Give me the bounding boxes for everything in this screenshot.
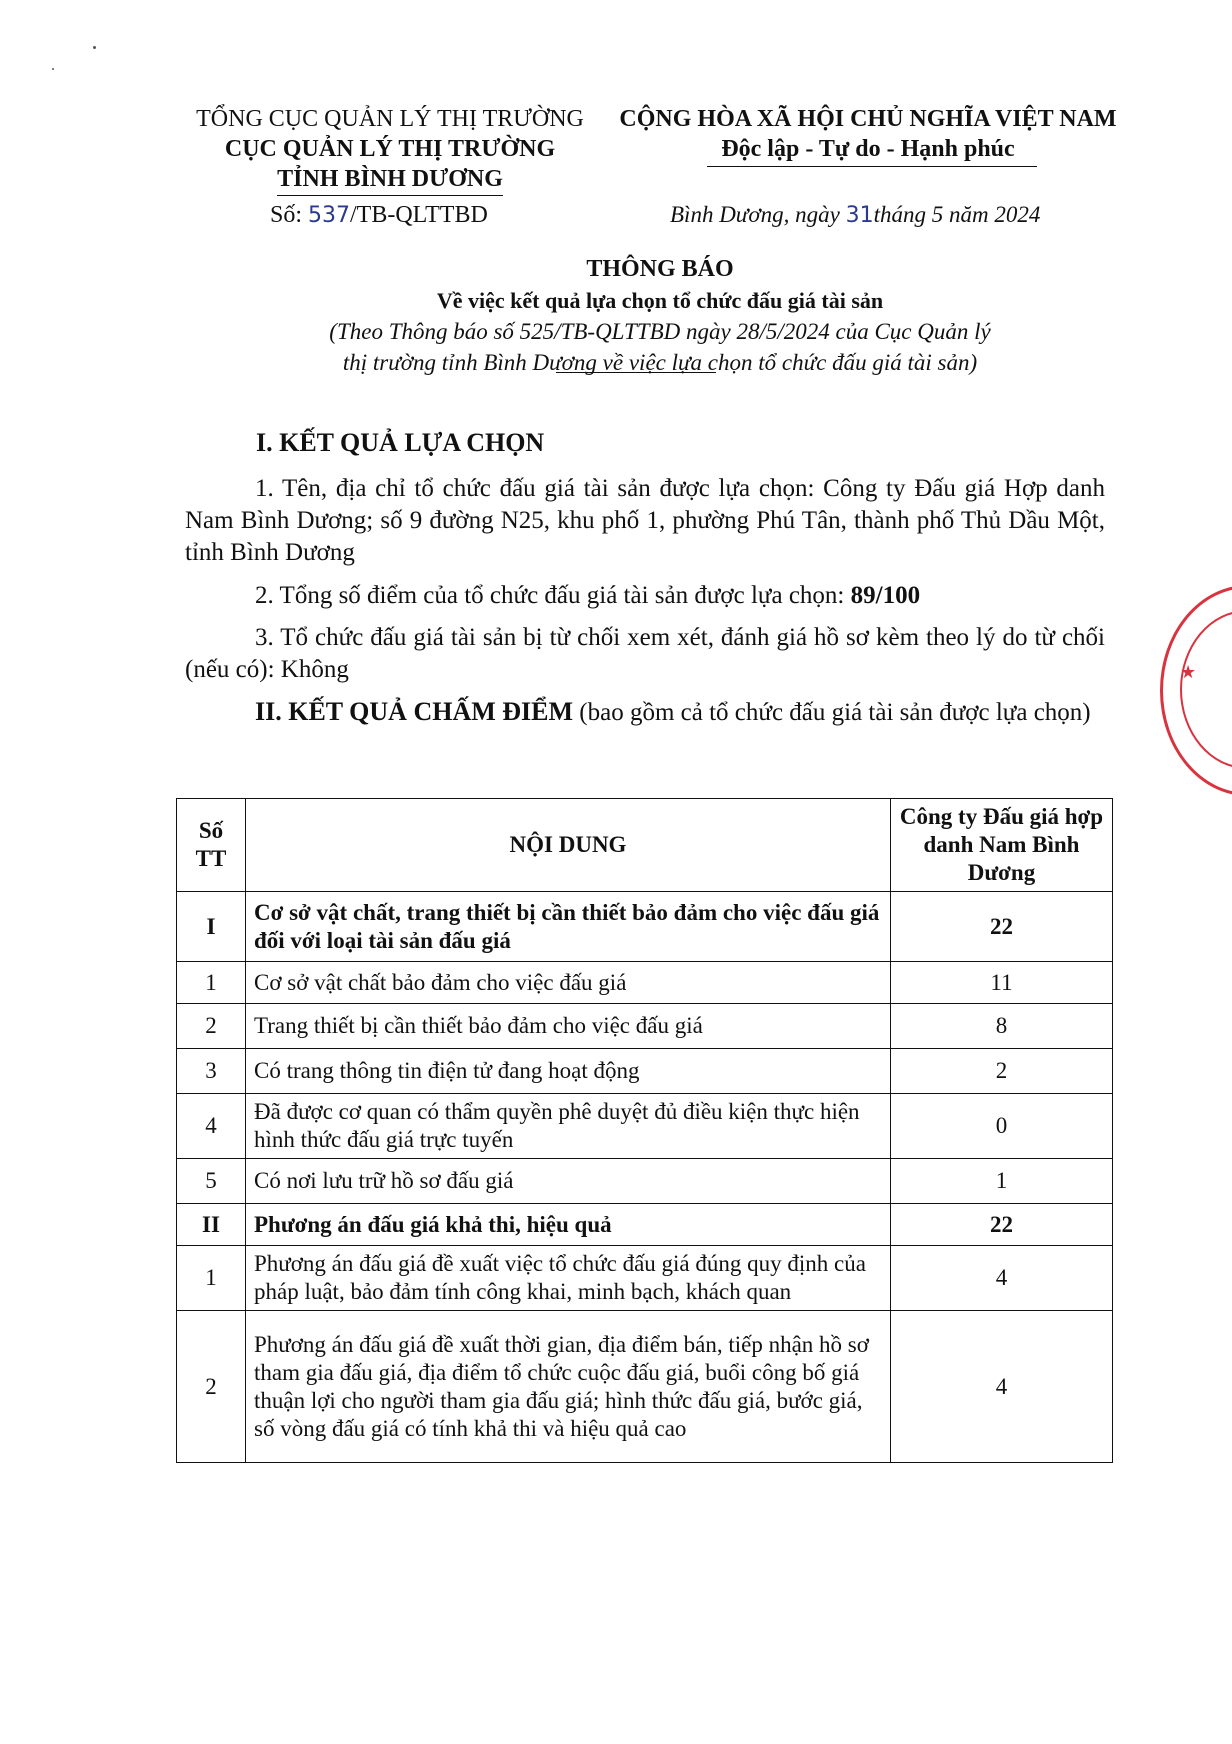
table-row xyxy=(177,1094,1113,1159)
col-header-stt: Số TT xyxy=(177,799,246,892)
cell-content: Có nơi lưu trữ hồ sơ đấu giá xyxy=(246,1159,891,1204)
document-title xyxy=(170,254,1150,378)
cell-stt: 2 xyxy=(177,1311,246,1463)
cell-content: Có trang thông tin điện tử đang hoạt động xyxy=(246,1049,891,1094)
cell-score: 2 xyxy=(891,1049,1113,1094)
section-2-title: II. KẾT QUẢ CHẤM ĐIỂM xyxy=(255,697,574,726)
table-body xyxy=(177,892,1113,1463)
table-row xyxy=(177,1159,1113,1204)
table-header-row xyxy=(177,799,1113,892)
title-reference-1: (Theo Thông báo số 525/TB-QLTTBD ngày 28/5/2024 của Cục Quản lý xyxy=(329,319,991,344)
cell-score: 22 xyxy=(891,892,1113,962)
cell-stt: 3 xyxy=(177,1049,246,1094)
agency-line-3: TỈNH BÌNH DƯƠNG xyxy=(277,164,503,196)
cell-content: Phương án đấu giá đề xuất việc tổ chức đấu giá đúng quy định của pháp luật, bảo đảm tính công khai, minh bạch, khách quan xyxy=(246,1246,891,1311)
cell-score: 4 xyxy=(891,1246,1113,1311)
title-underline xyxy=(556,372,716,373)
cell-score: 4 xyxy=(891,1311,1113,1463)
cell-score: 8 xyxy=(891,1004,1113,1049)
cell-content: Phương án đấu giá khả thi, hiệu quả xyxy=(246,1204,891,1246)
cell-stt: 2 xyxy=(177,1004,246,1049)
document-date xyxy=(670,202,1040,228)
cell-score: 11 xyxy=(891,962,1113,1004)
agency-line-2: CỤC QUẢN LÝ THỊ TRƯỜNG xyxy=(224,136,556,162)
item-3-text: 3. Tổ chức đấu giá tài sản bị từ chối xem xét, đánh giá hồ sơ kèm theo lý do từ chối (nếu có): Không xyxy=(185,624,1105,683)
cell-score: 1 xyxy=(891,1159,1113,1204)
section-1-item-1 xyxy=(185,473,1105,569)
section-2-heading xyxy=(185,696,1105,729)
date-suffix: tháng 5 năm 2024 xyxy=(873,202,1041,227)
cell-stt: 4 xyxy=(177,1094,246,1159)
agency-header xyxy=(170,104,610,196)
table-row xyxy=(177,1004,1113,1049)
number-handwritten: 537 xyxy=(308,203,351,228)
cell-stt: I xyxy=(177,892,246,962)
cell-stt: 1 xyxy=(177,1246,246,1311)
table-row xyxy=(177,1246,1113,1311)
agency-line-1: TỔNG CỤC QUẢN LÝ THỊ TRƯỜNG xyxy=(196,106,584,132)
col-header-score: Công ty Đấu giá hợp danh Nam Bình Dương xyxy=(891,799,1113,892)
cell-stt: II xyxy=(177,1204,246,1246)
cell-content: Trang thiết bị cần thiết bảo đảm cho việc đấu giá xyxy=(246,1004,891,1049)
title-reference-2: thị trường tỉnh Bình Dương về việc lựa chọn tổ chức đấu giá tài sản) xyxy=(342,350,978,375)
item-1-text: 1. Tên, địa chỉ tổ chức đấu giá tài sản được lựa chọn: Công ty Đấu giá Hợp danh Nam Bình Dương; số 9 đường N25, khu phố 1, phường Phú Tân, thành phố Thủ Dầu Một, tỉnh Bình Dương xyxy=(185,475,1105,566)
table-row xyxy=(177,962,1113,1004)
cell-stt: 1 xyxy=(177,962,246,1004)
nation-line-1: CỘNG HÒA XÃ HỘI CHỦ NGHĨA VIỆT NAM xyxy=(619,106,1117,132)
title-subject: Về việc kết quả lựa chọn tổ chức đấu giá tài sản xyxy=(436,288,884,313)
star-icon: ★ xyxy=(1180,662,1197,682)
section-2-note: (bao gồm cả tổ chức đấu giá tài sản được lựa chọn) xyxy=(573,699,1091,726)
cell-score: 22 xyxy=(891,1204,1113,1246)
title-heading: THÔNG BÁO xyxy=(586,256,734,282)
col-header-content: NỘI DUNG xyxy=(246,799,891,892)
cell-content: Cơ sở vật chất, trang thiết bị cần thiết bảo đảm cho việc đấu giá đối với loại tài sản đấu giá xyxy=(246,892,891,962)
item-2-score: 89/100 xyxy=(850,582,921,609)
table-row xyxy=(177,1204,1113,1246)
score-table xyxy=(176,798,1113,1463)
scan-speck xyxy=(93,46,96,49)
cell-score: 0 xyxy=(891,1094,1113,1159)
section-1-item-3 xyxy=(185,622,1105,686)
cell-content: Đã được cơ quan có thẩm quyền phê duyệt đủ điều kiện thực hiện hình thức đấu giá trực tuyến xyxy=(246,1094,891,1159)
document-number xyxy=(270,202,488,229)
scan-speck xyxy=(52,68,54,70)
nation-header xyxy=(618,104,1118,164)
cell-stt: 5 xyxy=(177,1159,246,1204)
table-row xyxy=(177,1049,1113,1094)
item-2-text: 2. Tổng số điểm của tổ chức đấu giá tài sản được lựa chọn: xyxy=(255,582,851,609)
number-prefix: Số: xyxy=(270,202,309,228)
section-1-heading: I. KẾT QUẢ LỰA CHỌN xyxy=(256,428,545,457)
table-row xyxy=(177,892,1113,962)
cell-content: Phương án đấu giá đề xuất thời gian, địa điểm bán, tiếp nhận hồ sơ tham gia đấu giá, địa điểm tổ chức cuộc đấu giá, buổi công bố giá thuận lợi cho người tham gia đấu giá; hình thức đấu giá, bước giá, số vòng đấu giá có tính khả thi và hiệu quả cao xyxy=(246,1311,891,1463)
date-handwritten: 31 xyxy=(845,203,874,228)
date-prefix: Bình Dương, ngày xyxy=(670,202,846,227)
number-suffix: /TB-QLTTBD xyxy=(350,202,488,228)
table-row xyxy=(177,1311,1113,1463)
motto-underline xyxy=(707,166,1037,167)
section-1-item-2 xyxy=(185,580,1105,612)
nation-line-2: Độc lập - Tự do - Hạnh phúc xyxy=(721,136,1015,162)
cell-content: Cơ sở vật chất bảo đảm cho việc đấu giá xyxy=(246,962,891,1004)
